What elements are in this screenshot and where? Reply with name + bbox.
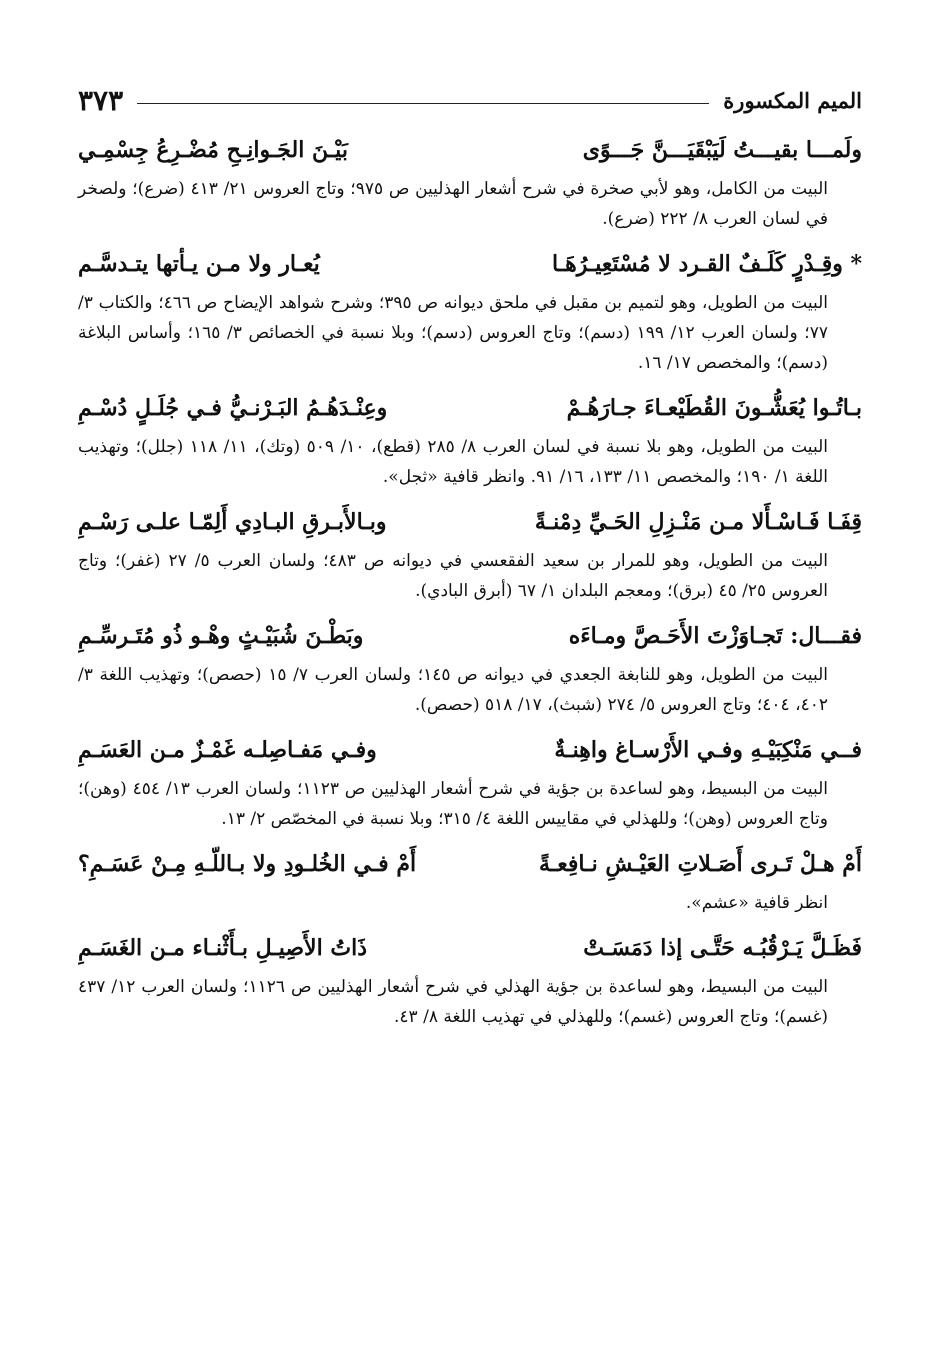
verse-first-hemistich: ولَمـــا بقيـــتُ لَيَبْقَيَـــنَّ جَـــوًى [582,137,862,163]
verse-note: البيت من الكامل، وهو لأبي صخرة في شرح أشعار الهذليين ص ٩٧٥؛ وتاج العروس ٢١/ ٤١٣ (ضرع)؛ ولصخر في لسان العرب ٨/ ٢٢٢ (ضرع). [78,179,829,229]
page-number: ٣٧٣ [78,83,124,117]
verse-second-hemistich: بَيْـنَ الجَـوانِـحِ مُضْـرِعُ جِسْمِـي [78,137,348,163]
verse-line [78,502,862,546]
verse-line [78,844,862,888]
verse-first-hemistich: قِفَـا فَـاسْـأَلا مـن مَنْـزِلِ الحَـيِّ دِمْنـةً [534,509,862,535]
entry [78,244,862,378]
entry [78,130,862,234]
verse-note: البيت من الطويل، وهو للمرار بن سعيد الفقعسي في ديوانه ص ٤٨٣؛ ولسان العرب ٥/ ٢٧ (غفر)؛ وتاج العروس ٢٥/ ٤٥ (برق)؛ ومعجم البلدان ١/ ٦٧ (أبرق البادي). [78,551,828,601]
verse-second-hemistich: وبـالأَبـرقِ البـادِي أَلِمّـا علـى رَسْـمِ [78,509,387,535]
running-header [78,80,862,120]
verse-second-hemistich: وعِنْـدَهُـمُ البَـرْنـيُّ فـي جُلَـلٍ دُسْـمِ [78,395,388,421]
verse-note: البيت من الطويل، وهو للنابغة الجعدي في ديوانه ص ١٤٥؛ ولسان العرب ٧/ ١٥ (حصص)؛ وتهذيب اللغة ٣/ ٤٠٢، ٤٠٤؛ وتاج العروس ٥/ ٢٧٤ (شبث)، ١٧/ ٥١٨ (حصص). [78,665,828,715]
verse-second-hemistich: وبَطْـنَ شُبَيْـثٍ وهْـو ذُو مُتَـرسِّـمِ [78,623,364,649]
header-rule [137,103,709,104]
verse-first-hemistich: * وقِـدْرٍ كَلَـفٌ القـرد لا مُسْتَعِيـرُهَـا [551,251,862,277]
verse-line [78,130,862,174]
verse-first-hemistich: بـاتُـوا يُعَشُّـونَ القُطَيْعـاءَ جـارَهُـمْ [566,395,862,421]
verse-line [78,388,862,432]
entry [78,616,862,720]
entry [78,388,862,492]
verse-second-hemistich: وفـي مَفـاصِلـه غَمْـزٌ مـن العَسَـمِ [78,737,377,763]
entry [78,730,862,834]
verse-line [78,616,862,660]
verse-first-hemistich: أَمْ هـلْ تَـرى أَصَـلاتِ العَيْـشِ نـافِعـةً [539,851,862,877]
verse-note: البيت من البسيط، وهو لساعدة بن جؤية في شرح أشعار الهذليين ص ١١٢٣؛ ولسان العرب ١٣/ ٤٥٤ (وهن)؛ وتاج العروس (وهن)؛ وللهذلي في مقاييس اللغة ٤/ ٣١٥؛ وبلا نسبة في المخصّص ٢/ ١٣. [78,779,829,829]
verse-note: انظر قافية «عشم». [685,893,828,913]
verse-first-hemistich: فَظَـلَّ يَـرْقُبُـه حَتَّـى إذا دَمَسَـتْ [583,935,862,961]
verse-note: البيت من الطويل، وهو لتميم بن مقبل في ملحق ديوانه ص ٣٩٥؛ وشرح شواهد الإيضاح ص ٤٦٦؛ والكتاب ٣/ ٧٧؛ ولسان العرب ١٢/ ١٩٩ (دسم)؛ وتاج العروس (دسم)؛ وبلا نسبة في الخصائص ٣/ ١٦٥؛ وأساس البلاغة (دسم)؛ والمخصص ١٧/ ١٦. [78,293,829,373]
verse-first-hemistich: فقـــال: تَجـاوَزْتَ الأَحَـصَّ ومـاءَه [568,623,862,649]
entry [78,844,862,918]
verse-first-hemistich: فــي مَنْكِبَيْـهِ وفـي الأَرْسـاغ واهِنـةٌ [554,737,862,763]
verse-line [78,928,862,972]
verse-line [78,244,862,288]
verse-line [78,730,862,774]
verse-second-hemistich: يُعـار ولا مـن يـأتها يتـدسَّـم [78,251,320,277]
verse-note: البيت من البسيط، وهو لساعدة بن جؤية الهذلي في شرح أشعار الهذليين ص ١١٢٦؛ ولسان العرب ١٢/ ٤٣٧ (غسم)؛ وتاج العروس (غسم)؛ وللهذلي في تهذيب اللغة ٨/ ٤٣. [78,977,828,1027]
entry [78,928,862,1032]
page-content [78,130,862,1042]
verse-second-hemistich: ذَاتُ الأَصِيـلِ بـأَثْنـاء مـن الغَسَـمِ [78,935,367,961]
verse-second-hemistich: أَمْ فـي الخُلـودِ ولا بـاللّـهِ مِـنْ عَسَـمِ؟ [78,851,417,877]
chapter-title: الميم المكسورة [723,87,862,113]
entry [78,502,862,606]
verse-note: البيت من الطويل، وهو بلا نسبة في لسان العرب ٨/ ٢٨٥ (قطع)، ١٠/ ٥٠٩ (وتك)، ١١/ ١١٨ (جلل)؛ وتهذيب اللغة ١/ ١٩٠؛ والمخصص ١١/ ١٣٣، ١٦/ ٩١. وانظر قافية «ثجل». [78,437,828,487]
